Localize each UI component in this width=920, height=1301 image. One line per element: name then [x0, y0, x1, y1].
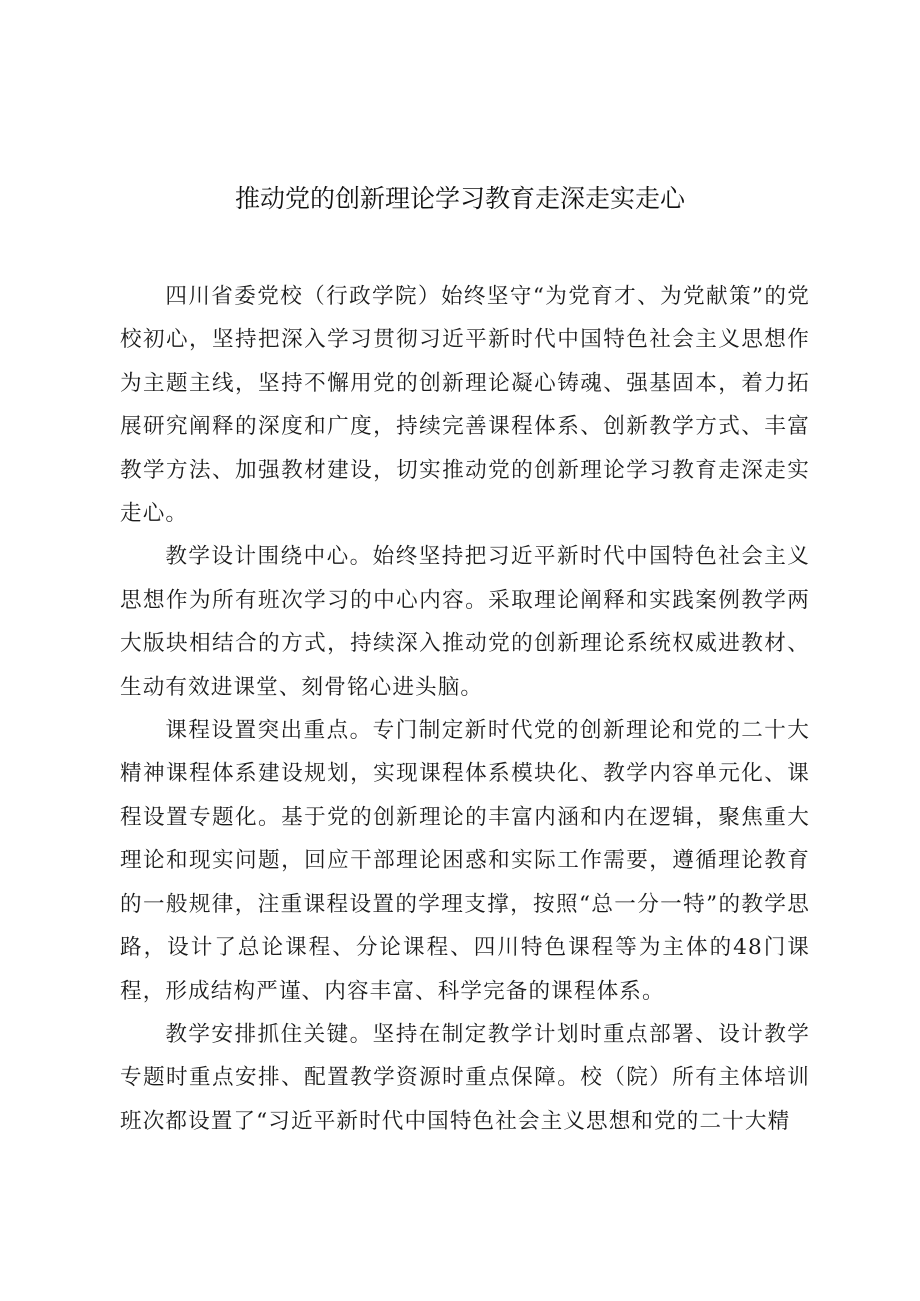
paragraph-course-setting: 课程设置突出重点。专门制定新时代党的创新理论和党的二十大精神课程体系建设规划，实现课程体系模块化、教学内容单元化、课程设置专题化。基于党的创新理论的丰富内涵和内在逻辑，聚焦重大理论和现实问题，回应干部理论困惑和实际工作需要，遵循理论教育的一般规律，注重课程设置的学理支撑，按照“总一分一特”的教学思路，设计了总论课程、分论课程、四川特色课程等为主体的48门课程，形成结构严谨、内容丰富、科学完备的课程体系。 [120, 718, 810, 1004]
document-body [120, 275, 810, 1143]
paragraph-intro: 四川省委党校（行政学院）始终坚守“为党育才、为党献策”的党校初心，坚持把深入学习贯彻习近平新时代中国特色社会主义思想作为主题主线，坚持不懈用党的创新理论凝心铸魂、强基固本，着力拓展研究阐释的深度和广度，持续完善课程体系、创新教学方式、丰富教学方法、加强教材建设，切实推动党的创新理论学习教育走深走实走心。 [120, 284, 810, 527]
paragraph-teaching-arrangement: 教学安排抓住关键。坚持在制定教学计划时重点部署、设计教学专题时重点安排、配置教学资源时重点保障。校（院）所有主体培训班次都设置了“习近平新时代中国特色社会主义思想和党的二十大精 [120, 1021, 810, 1134]
paragraph-teaching-design: 教学设计围绕中心。始终坚持把习近平新时代中国特色社会主义思想作为所有班次学习的中心内容。采取理论阐释和实践案例教学两大版块相结合的方式，持续深入推动党的创新理论系统权威进教材、生动有效进课堂、刻骨铭心进头脑。 [120, 544, 810, 700]
document-title: 推动党的创新理论学习教育走深走实走心 [234, 184, 685, 213]
